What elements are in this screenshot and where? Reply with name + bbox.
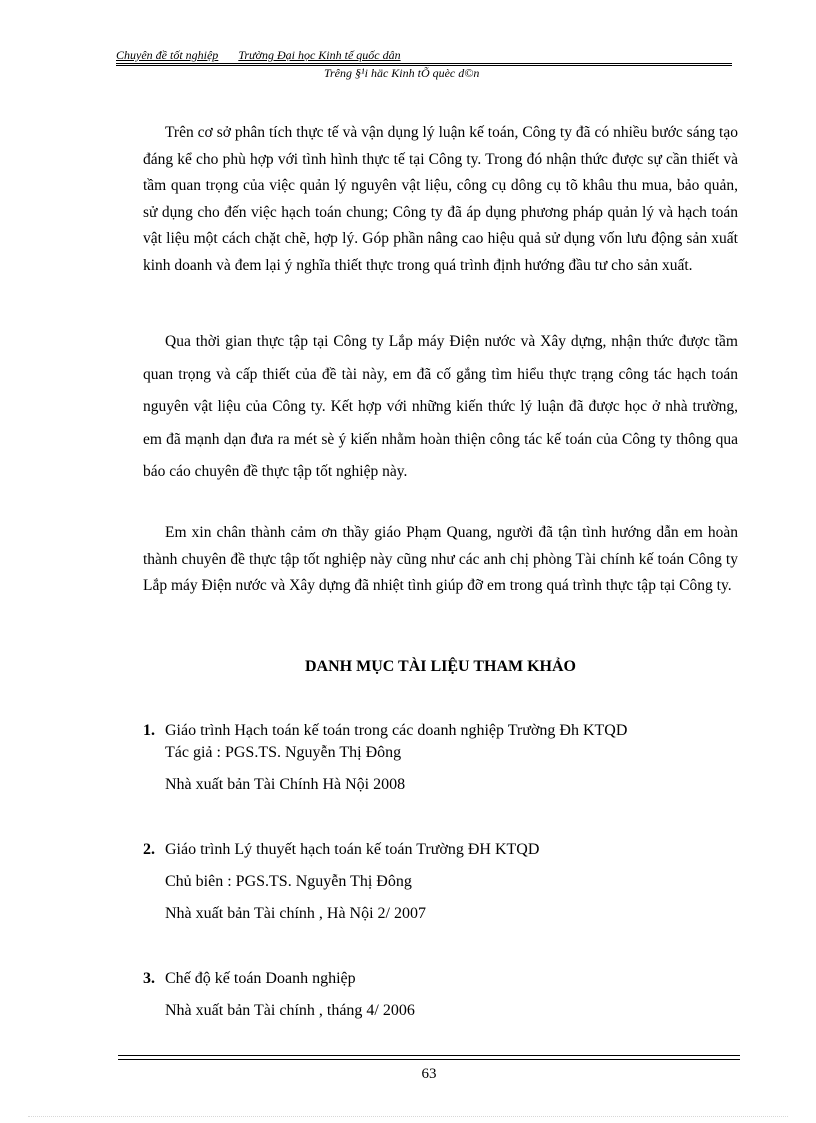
paragraph-acknowledgement (143, 520, 738, 600)
header-titles (116, 48, 401, 63)
reference-line: Giáo trình Hạch toán kế toán trong các doanh nghiệp Trường Đh KTQD (165, 722, 628, 739)
header-rule-top (116, 63, 732, 64)
footer-rule-top (118, 1055, 740, 1056)
reference-item (143, 841, 743, 921)
reference-item (143, 722, 743, 802)
reference-line: Nhà xuất bản Tài chính , Hà Nội 2/ 2007 (165, 905, 426, 922)
reference-number: 3. (143, 970, 155, 987)
header-university-label: Trường Đại học Kinh tế quốc dân (238, 48, 401, 62)
page-edge-divider (28, 1116, 788, 1117)
reference-number: 2. (143, 841, 155, 858)
reference-number: 1. (143, 722, 155, 739)
header-garbled-text: Trêng §¹i häc Kinh tÕ quèc d©n (324, 66, 480, 80)
reference-line: Chủ biên : PGS.TS. Nguyễn Thị Đông (165, 873, 412, 890)
paragraph-conclusion (143, 120, 738, 279)
page-number: 63 (421, 1066, 437, 1082)
reference-line: Nhà xuất bản Tài Chính Hà Nội 2008 (165, 776, 406, 793)
paragraph-text: Em xin chân thành cảm ơn thầy giáo Phạm Quang, người đã tận tình hướng dẫn em hoàn thành chuyên đề thực tập tốt nghiệp này cũng như các anh chị phòng Tài chính kế toán Công ty Lắp máy Điện nước và Xây dựng đã nhiệt tình giúp đỡ em trong quá trình thực tập tại Công ty. (143, 524, 738, 594)
footer-rule-bottom (118, 1059, 740, 1060)
paragraph-internship (143, 326, 738, 489)
paragraph-text: Qua thời gian thực tập tại Công ty Lắp máy Điện nước và Xây dựng, nhận thức được tầm quan trọng và cấp thiết của đề tài này, em đã cố gắng tìm hiểu thực trạng công tác hạch toán nguyên vật liệu của Công ty. Kết hợp với những kiến thức lý luận đã được học ở nhà trường, em đã mạnh dạn đưa ra mét sè ý kiến nhằm hoàn thiện công tác kế toán của Công ty thông qua báo cáo chuyên đề thực tập tốt nghiệp này. (143, 333, 738, 480)
header-thesis-label: Chuyên đề tốt nghiệp (116, 48, 219, 62)
reference-line: Giáo trình Lý thuyết hạch toán kế toán Trường ĐH KTQD (165, 841, 540, 858)
reference-item (143, 970, 743, 1020)
paragraph-text: Trên cơ sở phân tích thực tế và vận dụng lý luận kế toán, Công ty đã có nhiều bước sáng tạo đáng kể cho phù hợp với tình hình thực tế tại Công ty. Trong đó nhận thức được sự cần thiết và tầm quan trọng của việc quản lý nguyên vật liệu, công cụ dông cụ tõ khâu thu mua, bảo quản, sử dụng cho đến việc hạch toán chung; Công ty đã áp dụng phương pháp quản lý và hạch toán vật liệu một cách chặt chẽ, hợp lý. Góp phần nâng cao hiệu quả sử dụng vốn lưu động sản xuất kinh doanh và đem lại ý nghĩa thiết thực trong quá trình định hướng đầu tư cho sản xuất. (143, 124, 738, 274)
reference-line: Tác giả : PGS.TS. Nguyễn Thị Đông (165, 744, 402, 761)
references-heading: DANH MỤC TÀI LIỆU THAM KHẢO (305, 658, 576, 675)
page-header (116, 48, 732, 88)
reference-line: Chế độ kế toán Doanh nghiệp (165, 970, 356, 987)
reference-line: Nhà xuất bản Tài chính , tháng 4/ 2006 (165, 1002, 415, 1019)
